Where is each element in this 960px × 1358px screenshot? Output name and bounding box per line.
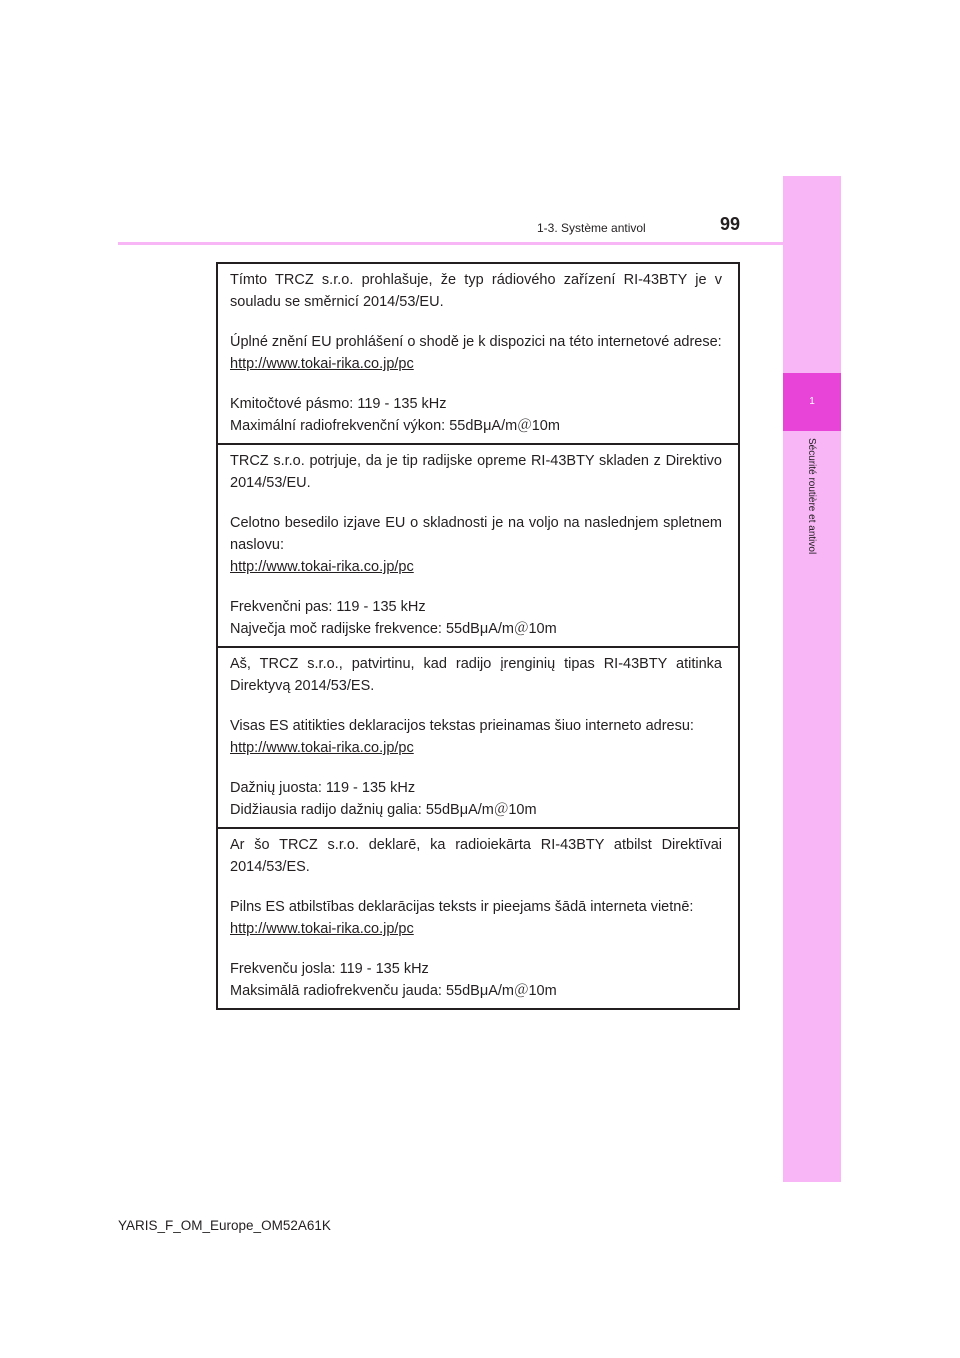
declaration-url-link[interactable]: http://www.tokai-rika.co.jp/pc — [230, 356, 414, 372]
page-number: 99 — [720, 214, 741, 234]
footer-doc-id: YARIS_F_OM_Europe_OM52A61K — [118, 1218, 331, 1233]
declaration-frequency: Frekvenču josla: 119 - 135 kHz — [230, 961, 429, 977]
declaration-full-text: Pilns ES atbilstības deklarācijas teksts ir pieejams šādā interneta vietnē: — [230, 899, 694, 915]
declaration-power: Maksimālā radiofrekvenču jauda: 55dBμA/m＠10m — [230, 983, 557, 999]
declaration-statement: Ar šo TRCZ s.r.o. deklarē, ka radioiekārta RI-43BTY atbilst Direktīvai 2014/53/ES. — [230, 837, 722, 875]
section-title: 1-3. Système antivol — [537, 221, 646, 235]
declaration-frequency: Frekvenčni pas: 119 - 135 kHz — [230, 599, 426, 615]
declaration-frequency: Kmitočtové pásmo: 119 - 135 kHz — [230, 396, 447, 412]
declaration-statement: Tímto TRCZ s.r.o. prohlašuje, že typ rádiového zařízení RI-43BTY je v souladu se směrnicí 2014/53/EU. — [230, 272, 722, 310]
side-tab-number[interactable]: 1 — [783, 373, 841, 431]
declaration-block-czech — [218, 264, 738, 445]
declaration-url-link[interactable]: http://www.tokai-rika.co.jp/pc — [230, 921, 414, 937]
declaration-statement: Aš, TRCZ s.r.o., patvirtinu, kad radijo įrenginių tipas RI-43BTY atitinka Direktyvą 2014/53/ES. — [230, 656, 722, 694]
declaration-box — [216, 262, 740, 1010]
declaration-power: Didžiausia radijo dažnių galia: 55dBμA/m＠10m — [230, 802, 537, 818]
declaration-full-text: Úplné znění EU prohlášení o shodě je k dispozici na této internetové adrese: — [230, 334, 722, 350]
declaration-full-text: Celotno besedilo izjave EU o skladnosti je na voljo na naslednjem spletnem naslovu: — [230, 515, 722, 553]
declaration-block-lithuanian — [218, 648, 738, 829]
declaration-frequency: Dažnių juosta: 119 - 135 kHz — [230, 780, 416, 796]
declaration-url-link[interactable]: http://www.tokai-rika.co.jp/pc — [230, 740, 414, 756]
declaration-block-latvian — [218, 829, 738, 1008]
declaration-full-text: Visas ES atitikties deklaracijos tekstas prieinamas šiuo interneto adresu: — [230, 718, 694, 734]
header-divider — [118, 242, 841, 245]
declaration-power: Maximální radiofrekvenční výkon: 55dBμA/m＠10m — [230, 418, 560, 434]
declaration-url-link[interactable]: http://www.tokai-rika.co.jp/pc — [230, 559, 414, 575]
declaration-block-slovenian — [218, 445, 738, 648]
side-tab-label: Sécurité routière et antivol — [806, 438, 817, 555]
declaration-statement: TRCZ s.r.o. potrjuje, da je tip radijske opreme RI-43BTY skladen z Direktivo 2014/53/EU. — [230, 453, 722, 491]
declaration-power: Največja moč radijske frekvence: 55dBμA/m＠10m — [230, 621, 557, 637]
side-tab — [783, 176, 841, 1182]
